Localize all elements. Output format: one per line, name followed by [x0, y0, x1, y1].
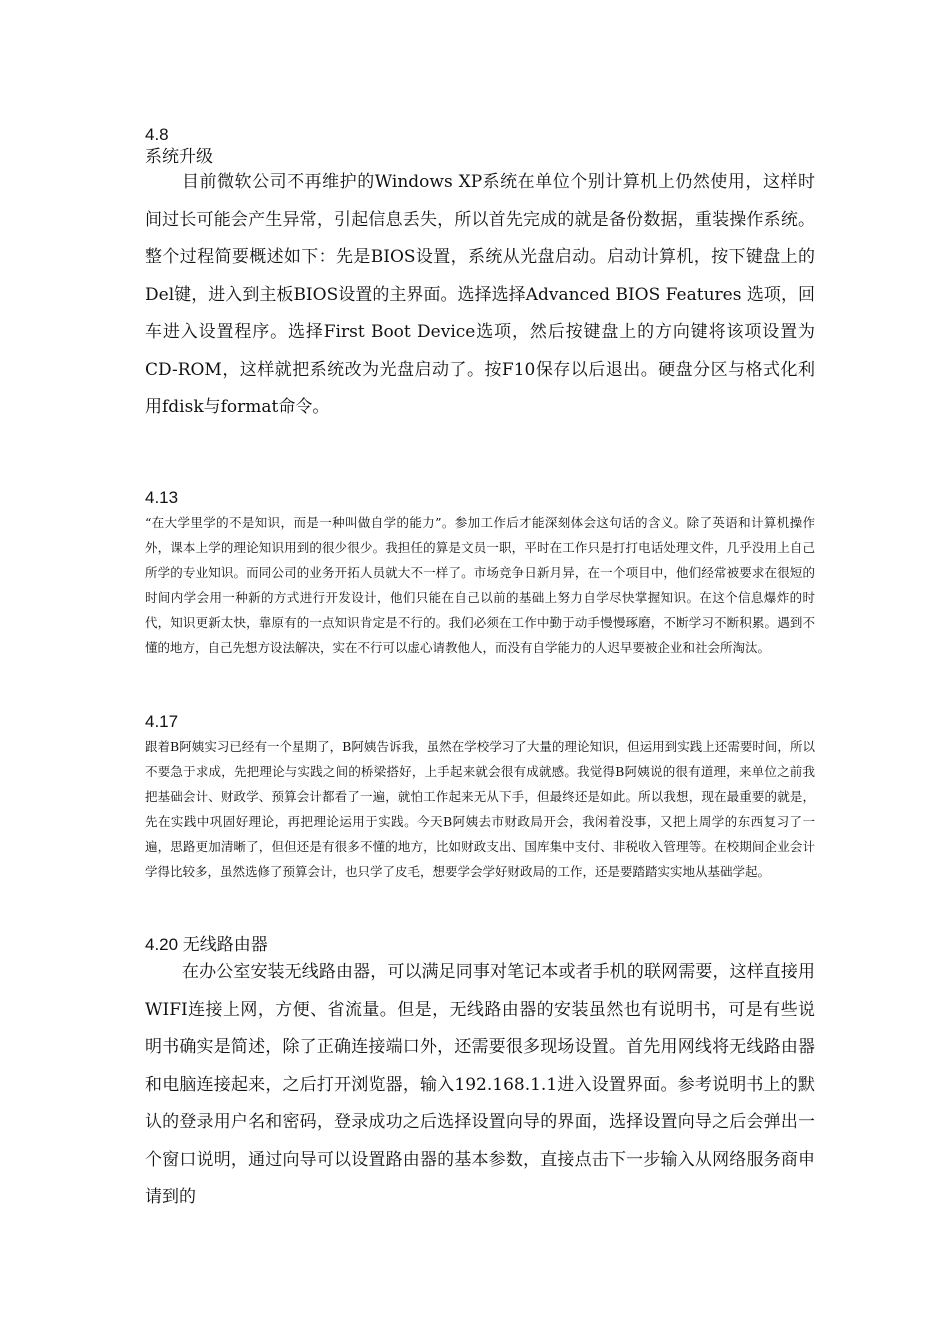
section-date-heading: 4.17: [145, 712, 179, 731]
section-body: “在大学里学的不是知识，而是一种叫做自学的能力”。参加工作后才能深刻体会这句话的含义。除了英语和计算机操作外，课本上学的理论知识用到的很少很少。我担任的算是文员一职，平时在工作只是打打电话处理文件，几乎没用上自己所学的专业知识。而同公司的业务开拓人员就大不一样了。市场竞争日新月异，在一个项目中，他们经常被要求在很短的时间内学会用一种新的方式进行开发设计，他们只能在自己以前的基础上努力自学尽快掌握知识。在这个信息爆炸的时代，知识更新太快，靠原有的一点知识肯定是不行的。我们必须在工作中勤于动手慢慢琢磨，不断学习不断积累。遇到不懂的地方，自己先想方设法解决，实在不行可以虚心请教他人，而没有自学能力的人迟早要被企业和社会所淘汰。: [145, 515, 815, 655]
section-body: 跟着B阿姨实习已经有一个星期了，B阿姨告诉我，虽然在学校学习了大量的理论知识，但运用到实践上还需要时间，所以不要急于求成，先把理论与实践之间的桥梁搭好，上手起来就会很有成就感。我觉得B阿姨说的很有道理，来单位之前我把基础会计、财政学、预算会计都看了一遍，就怕工作起来无从下手，但最终还是如此。所以我想，现在最重要的就是，先在实践中巩固好理论，再把理论运用于实践。今天B阿姨去市财政局开会，我闲着没事，又把上周学的东西复习了一遍，思路更加清晰了，但但还是有很多不懂的地方，比如财政支出、国库集中支付、非税收入管理等。在校期间企业会计学得比较多，虽然选修了预算会计，也只学了皮毛，想要学会学好财政局的工作，还是要踏踏实实地从基础学起。: [145, 739, 815, 879]
section-4-20: [145, 934, 815, 1217]
section-body: 目前微软公司不再维护的Windows XP系统在单位个别计算机上仍然使用，这样时间过长可能会产生异常，引起信息丢失，所以首先完成的就是备份数据，重装操作系统。整个过程简要概述如下：先是BIOS设置，系统从光盘启动。启动计算机，按下键盘上的Del键，进入到主板BIOS设置的主界面。选择选择Advanced BIOS Features 选项，回车进入设置程序。选择First Boot Device选项，然后按键盘上的方向键将该项设置为CD-ROM，这样就把系统改为光盘启动了。按F10保存以后退出。硬盘分区与格式化利用fdisk与format命令。: [145, 172, 815, 417]
section-4-8: [145, 124, 815, 427]
section-body: 在办公室安装无线路由器，可以满足同事对笔记本或者手机的联网需要，这样直接用WIFI连接上网，方便、省流量。但是，无线路由器的安装虽然也有说明书，可是有些说明书确实是简述，除了正确连接端口外，还需要很多现场设置。首先用网线将无线路由器和电脑连接起来，之后打开浏览器，输入192.168.1.1进入设置界面。参考说明书上的默认的登录用户名和密码，登录成功之后选择设置向导的界面，选择设置向导之后会弹出一个窗口说明，通过向导可以设置路由器的基本参数，直接点击下一步输入从网络服务商申请到的: [145, 962, 815, 1207]
section-date-heading: 4.20 无线路由器: [145, 935, 268, 954]
section-title: 系统升级: [145, 147, 213, 167]
section-4-17: [145, 711, 815, 884]
section-date-heading: 4.13: [145, 488, 179, 507]
section-date-heading: 4.8: [145, 125, 169, 144]
section-4-13: [145, 487, 815, 660]
